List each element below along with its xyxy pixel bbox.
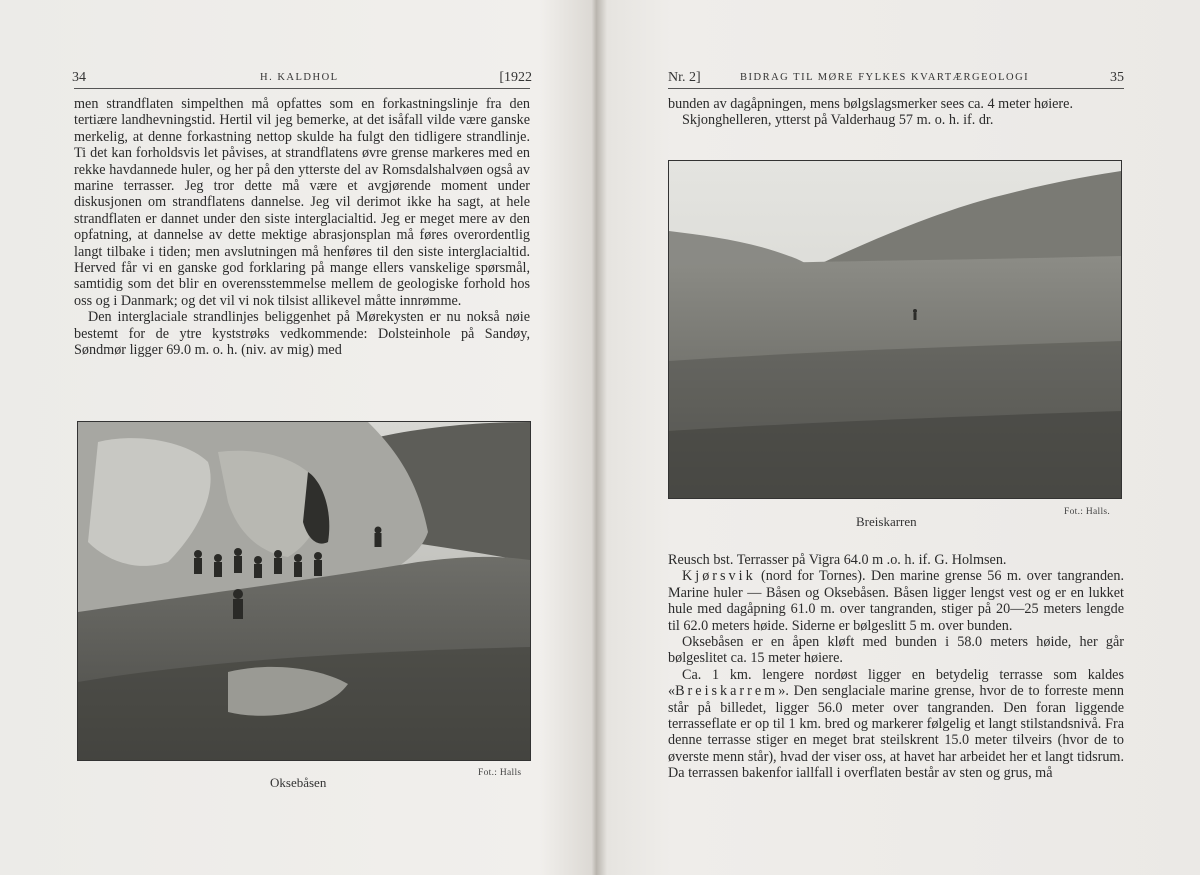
photo-credit: Fot.: Halls (478, 768, 522, 778)
page-number: 35 (1110, 70, 1124, 85)
cliff-photo-illustration (78, 422, 530, 760)
left-page-header (74, 66, 530, 89)
running-head-title: BIDRAG TIL MØRE FYLKES KVARTÆRGEOLOGI (740, 72, 1030, 83)
running-head-year: [1922 (499, 70, 532, 85)
right-bottom-text (668, 552, 1124, 782)
paragraph: Oksebåsen er en åpen kløft med bunden i 58.0 meters høide, her går bølgeslitet ca. 15 meter høiere. (668, 634, 1124, 667)
paragraph (668, 667, 1124, 782)
terrace-photo-illustration (669, 161, 1121, 498)
paragraph: Reusch bst. Terrasser på Vigra 64.0 m .o. h. if. G. Holmsen. (668, 552, 1007, 568)
paragraph: bunden av dagåpningen, mens bølgslagsmerker sees ca. 4 meter høiere. (668, 96, 1073, 112)
running-head-author: H. KALDHOL (260, 72, 339, 83)
spaced-place-name: Breiskarrem (675, 683, 779, 700)
left-body-text (74, 96, 530, 359)
photo-breiskarren (668, 160, 1122, 499)
right-page-header (668, 66, 1124, 89)
photo-oksebasen (77, 421, 531, 761)
paragraph-text: (nord for Tornes). Den marine grense 56 m. over tangranden. Marine huler — Båsen og Oksebåsen. Båsen ligger lengst vest og er en lukket hule med dagåpning 61.0 m. over tangranden, stiger på 20—25 meters lengde til 62.0 meters høide. Siderne er bølgeslitt 5 m. over bunden. (668, 568, 1124, 634)
paragraph: Skjonghelleren, ytterst på Valderhaug 57 m. o. h. if. dr. (682, 112, 994, 129)
spaced-place-name: Kjørsvik (682, 568, 756, 585)
running-head-series: Nr. 2] (668, 70, 701, 85)
right-top-text (668, 96, 1124, 129)
photo-credit: Fot.: Halls. (1064, 507, 1111, 517)
paragraph-text: ». Den senglaciale marine grense, hvor de to forreste menn står på billedet, ligger 56.0 meter over tangranden. Den foran liggende terrasseflate er op til 1 km. bred og markerer følgelig et langt stilstandsnivå. Fra denne terrasse stiger en meget brat steilskrent 15.0 meter tilveirs (hvor de to øverste menn står), hvad der viser oss, at havet har arbeidet her et langt tidsrum. Da terrassen bakenfor iallfall i overflaten består av sten og grus, må (668, 683, 1124, 782)
paragraph: men strandflaten simpelthen må opfattes som en forkastningslinje fra den tertiære landhevningstid. Hertil vil jeg bemerke, at det isåfall vilde være ganske merkelig, at denne forkastning nettop skulde ha fulgt den tidligere strandlinje. Ti det kan forholdsvis let påvises, at strandflatens øvre grense markeres med en rekke havdannede huler, og her på den ytterste del av Romsdalshalvøen også av marine terrasser. Jeg tror dette må være et avgjørende moment under diskusjonen om strandflatens dannelse. Jeg vil derimot ikke ha sagt, at hele strandflaten er dannet under den siste interglacialtid. Jeg er meget mere av den opfatning, at dannelse av dette mektige abrasjonsplan må føres overordentlig langt tilbake i tiden; men avslutningen må henføres til den siste interglacialtid. Herved får vi en ganske god forklaring på mange ellers vanskelige spørsmål, samtidig som det blir en overensstemmelse mellem de geologiske forhold hos oss og i Danmark; og det vil vi nok tilsist allikevel måtte innrømme. (74, 96, 530, 309)
paragraph (668, 568, 1124, 634)
right-page (604, 0, 1200, 875)
paragraph: Den interglaciale strandlinjes beliggenhet på Mørekysten er nu nokså nøie bestemt for de ytre kyststrøks vedkommende: Dolsteinhole på Sandøy, Søndmør ligger 69.0 m. o. h. (niv. av mig) med (74, 309, 530, 359)
paragraph-text: Ca. 1 km. lengere nordøst ligger en betydelig terrasse som kaldes « (668, 666, 1124, 700)
photo-caption: Oksebåsen (270, 775, 327, 790)
left-page (0, 0, 596, 875)
page-number: 34 (72, 70, 86, 85)
photo-caption: Breiskarren (856, 514, 917, 529)
